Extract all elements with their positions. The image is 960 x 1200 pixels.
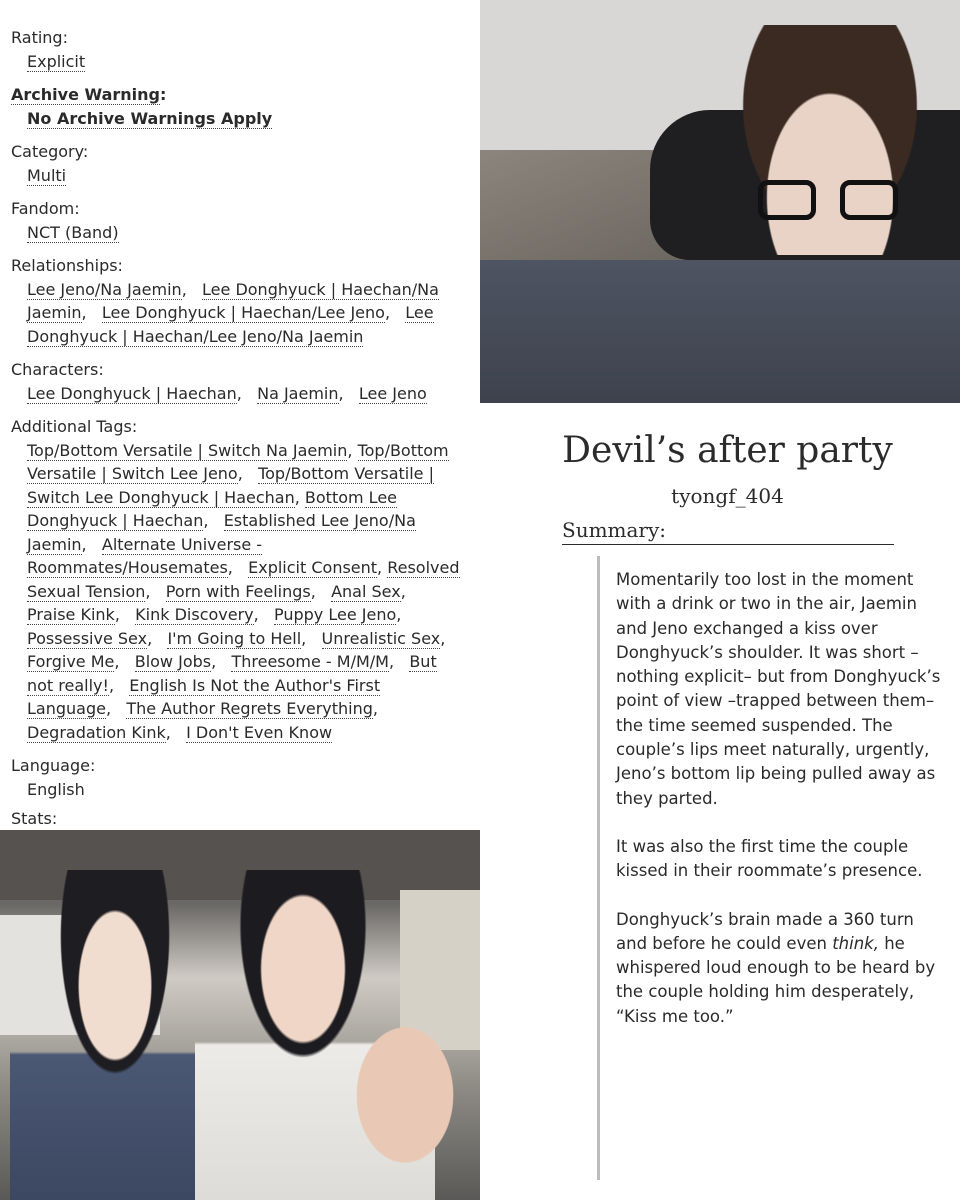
relationship-tag[interactable]: Lee Donghyuck | Haechan/Lee Jeno [101, 303, 385, 322]
relationships-list: Lee Jeno/Na Jaemin, Lee Donghyuck | Haechan/Na Jaemin, Lee Donghyuck | Haechan/Lee Jeno, Lee Donghyuck | Haechan/Lee Jeno/Na Jaemin [27, 279, 439, 346]
characters-label: Characters: [11, 360, 104, 379]
fandom-tag[interactable]: NCT (Band) [27, 222, 119, 242]
thumbs-up-icon [330, 990, 480, 1200]
freeform-tag[interactable]: The Author Regrets Everything [126, 699, 373, 718]
archive-warning-label[interactable]: Archive Warning [11, 85, 160, 104]
freeform-tag[interactable]: Unrealistic Sex [321, 628, 441, 648]
fandom-label: Fandom: [11, 199, 80, 218]
photo-two-in-car [0, 830, 480, 1200]
summary-paragraph: Momentarily too lost in the moment with a drink or two in the air, Jaemin and Jeno exchanged a kiss over Donghyuck’s shoulder. It was short –nothing explicit– but from Donghyuck’s point of view –trapped between them– the time seemed suspended. The couple’s lips meet naturally, urgently, Jeno’s bottom lip being pulled away as they parted. [616, 570, 941, 808]
relationship-tag[interactable]: Lee Jeno/Na Jaemin [27, 279, 182, 299]
glasses-icon [758, 180, 898, 224]
characters-list: Lee Donghyuck | Haechan, Na Jaemin, Lee Jeno [27, 383, 427, 403]
character-tag[interactable]: Lee Jeno [358, 383, 427, 403]
freeform-tag[interactable]: Puppy Lee Jeno [273, 605, 397, 624]
freeform-tag[interactable]: Resolved Sexual Tension [27, 558, 460, 601]
freeform-tag[interactable]: Kink Discovery [135, 605, 254, 624]
summary-text [597, 556, 947, 1180]
warning-tag[interactable]: No Archive Warnings Apply [27, 108, 273, 128]
freeform-tag[interactable]: Blow Jobs [134, 652, 212, 671]
work-title: Devil’s after party [562, 430, 893, 471]
stats-label: Stats: [11, 809, 58, 828]
freeform-tag[interactable]: Alternate Universe - Roommates/Housemates [27, 534, 263, 577]
freeform-tag[interactable]: Porn with Feelings [165, 581, 311, 601]
freeform-tag[interactable]: Forgive Me [27, 652, 115, 671]
freeform-tag[interactable]: Top/Bottom Versatile | Switch Na Jaemin [27, 440, 348, 460]
freeform-tag[interactable]: Anal Sex [331, 581, 401, 601]
relationships-label: Relationships: [11, 256, 123, 275]
warning-colon: : [159, 85, 167, 104]
freeform-tag[interactable]: Possessive Sex [27, 628, 148, 648]
summary-paragraph: It was also the first time the couple kissed in their roommate’s presence. [616, 836, 923, 881]
photo-person-left [10, 870, 220, 1200]
summary-heading: Summary: [562, 518, 894, 545]
summary-text-run: he whispered loud enough to be heard by the couple holding him desperately, “Kiss me too.” [616, 933, 936, 1026]
freeform-tag[interactable]: Praise Kink [27, 605, 115, 624]
freeform-tag[interactable]: Top/Bottom Versatile | Switch Lee Donghyuck | Haechan [27, 464, 434, 507]
photo-sheet [480, 260, 960, 403]
freeform-tag[interactable]: Established Lee Jeno/Na Jaemin [27, 511, 416, 554]
relationship-tag[interactable]: Lee Donghyuck | Haechan/Na Jaemin [27, 279, 439, 322]
summary-text-run: Donghyuck’s brain made a 360 turn and before he could even [616, 909, 914, 953]
character-tag[interactable]: Na Jaemin [257, 383, 339, 403]
summary-paragraph [616, 908, 947, 1029]
language-label: Language: [11, 756, 96, 775]
freeform-tag[interactable]: Bottom Lee Donghyuck | Haechan [27, 487, 397, 530]
freeform-tag[interactable]: Degradation Kink [27, 722, 166, 742]
rating-tag[interactable]: Explicit [27, 51, 86, 71]
work-author[interactable]: tyongf_404 [671, 484, 784, 508]
relationship-tag[interactable]: Lee Donghyuck | Haechan/Lee Jeno/Na Jaemin [27, 303, 434, 346]
work-meta [11, 26, 466, 883]
freeform-tag[interactable]: English Is Not the Author's First Language [27, 675, 381, 718]
freeform-tag[interactable]: I Don't Even Know [186, 722, 333, 742]
freeform-tag[interactable]: Top/Bottom Versatile | Switch Lee Jeno [27, 440, 449, 483]
freeform-tag[interactable]: I'm Going to Hell [167, 628, 302, 648]
additional-tags-list: Top/Bottom Versatile | Switch Na Jaemin, Top/Bottom Versatile | Switch Lee Jeno, Top/Bottom Versatile | Switch Lee Donghyuck | Haechan, Bottom Lee Donghyuck | Haechan, Established Lee Jeno/Na Jaemin, Alternate Universe - Roommates/Housemates, Explicit Consent, Resolved Sexual Tension, Porn with Feelings, Anal Sex, Praise Kink, Kink Discovery, Puppy Lee Jeno, Possessive Sex, I'm Going to Hell, Unrealistic Sex, Forgive Me, Blow Jobs, Threesome - M/M/M, But not really!, English Is Not the Author's First Language, The Author Regrets Everything, Degradation Kink, I Don't Even Know [27, 440, 460, 742]
summary-emphasis: think, [832, 933, 879, 953]
category-tag[interactable]: Multi [27, 165, 67, 185]
rating-label: Rating: [11, 28, 68, 47]
photo-boy-on-bed [480, 0, 960, 403]
language-value: English [27, 779, 85, 799]
character-tag[interactable]: Lee Donghyuck | Haechan [27, 383, 237, 403]
freeform-tag[interactable]: Explicit Consent [248, 558, 378, 577]
freeform-tag[interactable]: Threesome - M/M/M [231, 652, 389, 671]
category-label: Category: [11, 142, 89, 161]
freeform-tag[interactable]: But not really! [27, 652, 437, 695]
additional-tags-label: Additional Tags: [11, 417, 138, 436]
